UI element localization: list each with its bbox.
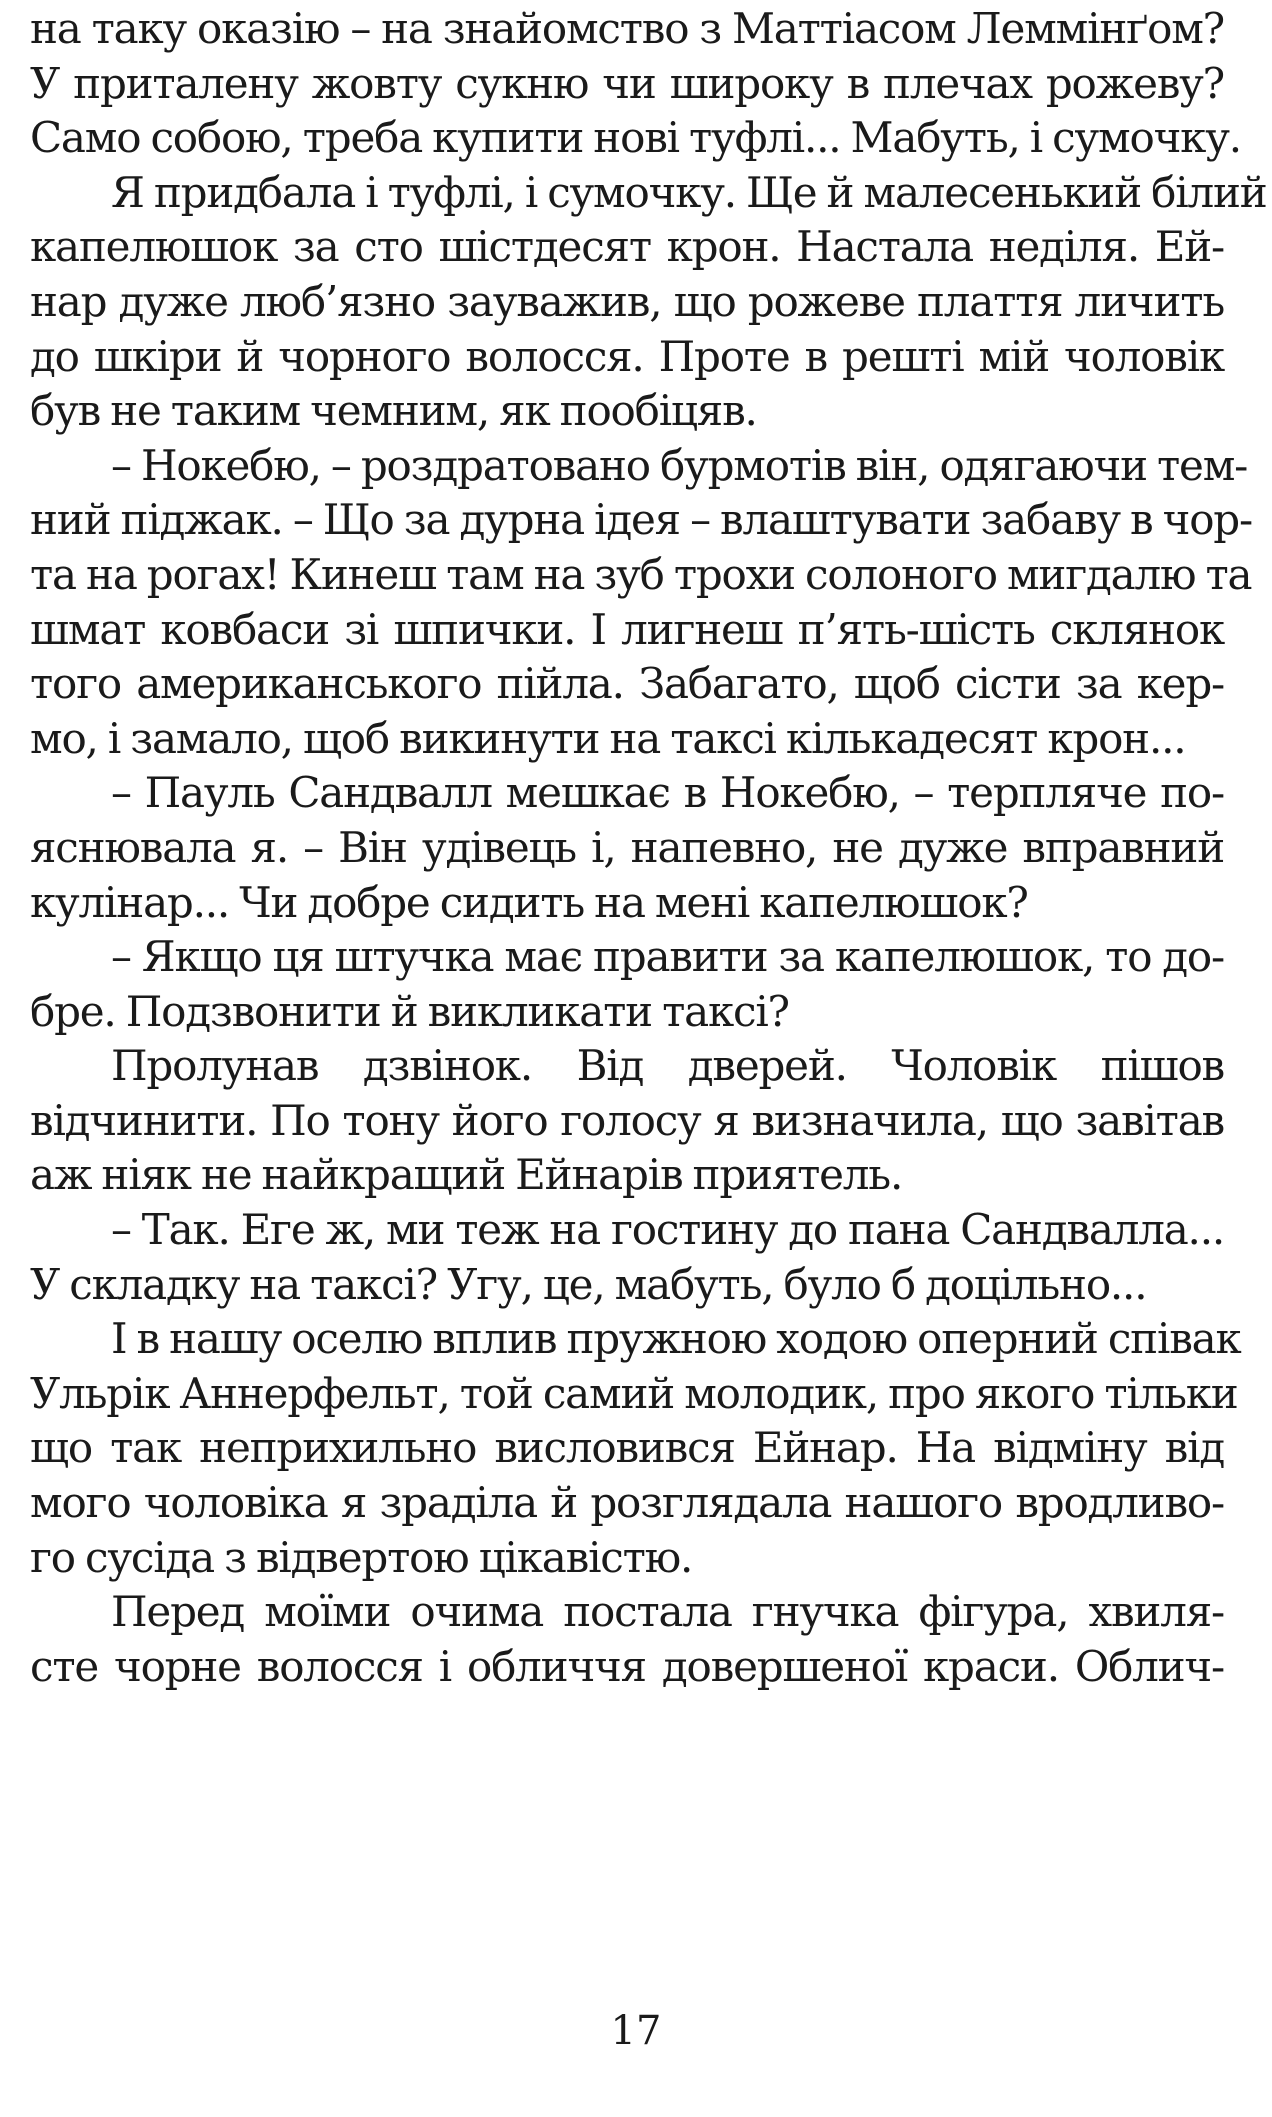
text-line: сте чорне волосся і обличчя довершеної краси. Облич- bbox=[30, 1641, 1224, 1691]
text-line: – Пауль Сандвалл мешкає в Нокебю, – терпляче по- bbox=[111, 768, 1224, 818]
text-line: та на рогах! Кинеш там на зуб трохи солоного мигдалю та bbox=[30, 549, 1252, 599]
text-line: кулінар... Чи добре сидить на мені капелюшок? bbox=[30, 877, 1028, 927]
text-line: мого чоловіка я зраділа й розглядала нашого вродливо- bbox=[30, 1478, 1224, 1528]
text-line: Я придбала і туфлі, і сумочку. Ще й малесенький білий bbox=[111, 167, 1267, 217]
text-line: що так неприхильно висловився Ейнар. На відміну від bbox=[30, 1423, 1224, 1473]
text-line: – Так. Еге ж, ми теж на гостину до пана Сандвалла... bbox=[111, 1205, 1224, 1255]
text-line: до шкіри й чорного волосся. Проте в решті мій чоловік bbox=[30, 331, 1224, 381]
text-line: – Якщо ця штучка має правити за капелюшок, то до- bbox=[111, 932, 1224, 982]
text-line: відчинити. По тону його голосу я визначила, що завітав bbox=[30, 1095, 1224, 1145]
text-line: У приталену жовту сукню чи широку в плечах рожеву? bbox=[30, 58, 1224, 108]
text-line: І в нашу оселю вплив пружною ходою оперний співак bbox=[111, 1314, 1241, 1364]
text-line: яснювала я. – Він удівець і, напевно, не дуже вправний bbox=[30, 822, 1224, 872]
text-line: мо, і замало, щоб викинути на таксі кількадесят крон... bbox=[30, 713, 1186, 763]
text-line: був не таким чемним, як пообіцяв. bbox=[30, 386, 757, 436]
text-line: Перед моїми очима постала гнучка фігура, хвиля- bbox=[111, 1587, 1224, 1637]
text-line: капелюшок за сто шістдесят крон. Настала неділя. Ей- bbox=[30, 222, 1224, 272]
text-line: на таку оказію – на знайомство з Маттіасом Леммінґом? bbox=[30, 4, 1224, 53]
page-number: 17 bbox=[610, 2008, 662, 2054]
text-line: ний піджак. – Що за дурна ідея – влаштувати забаву в чор- bbox=[30, 495, 1252, 545]
text-line: аж ніяк не найкращий Ейнарів приятель. bbox=[30, 1150, 903, 1200]
text-line: У складку на таксі? Угу, це, мабуть, було б доцільно... bbox=[30, 1259, 1147, 1309]
text-line: го сусіда з відвертою цікавістю. bbox=[30, 1532, 693, 1582]
text-line: Ульрік Аннерфельт, той самий молодик, про якого тільки bbox=[30, 1368, 1238, 1418]
page-body bbox=[30, 2, 1267, 1694]
text-line: – Нокебю, – роздратовано бурмотів він, одягаючи тем- bbox=[111, 440, 1248, 490]
text-line: того американського пійла. Забагато, щоб сісти за кер- bbox=[30, 659, 1224, 709]
text-line: нар дуже люб’язно зауважив, що рожеве плаття личить bbox=[30, 276, 1224, 326]
text-line: Пролунав дзвінок. Від дверей. Чоловік пішов bbox=[111, 1041, 1224, 1091]
text-line: шмат ковбаси зі шпички. І лигнеш п’ять-шість склянок bbox=[30, 604, 1224, 654]
text-line: бре. Подзвонити й викликати таксі? bbox=[30, 986, 789, 1036]
text-line: Само собою, треба купити нові туфлі... Мабуть, і сумочку. bbox=[30, 113, 1241, 163]
